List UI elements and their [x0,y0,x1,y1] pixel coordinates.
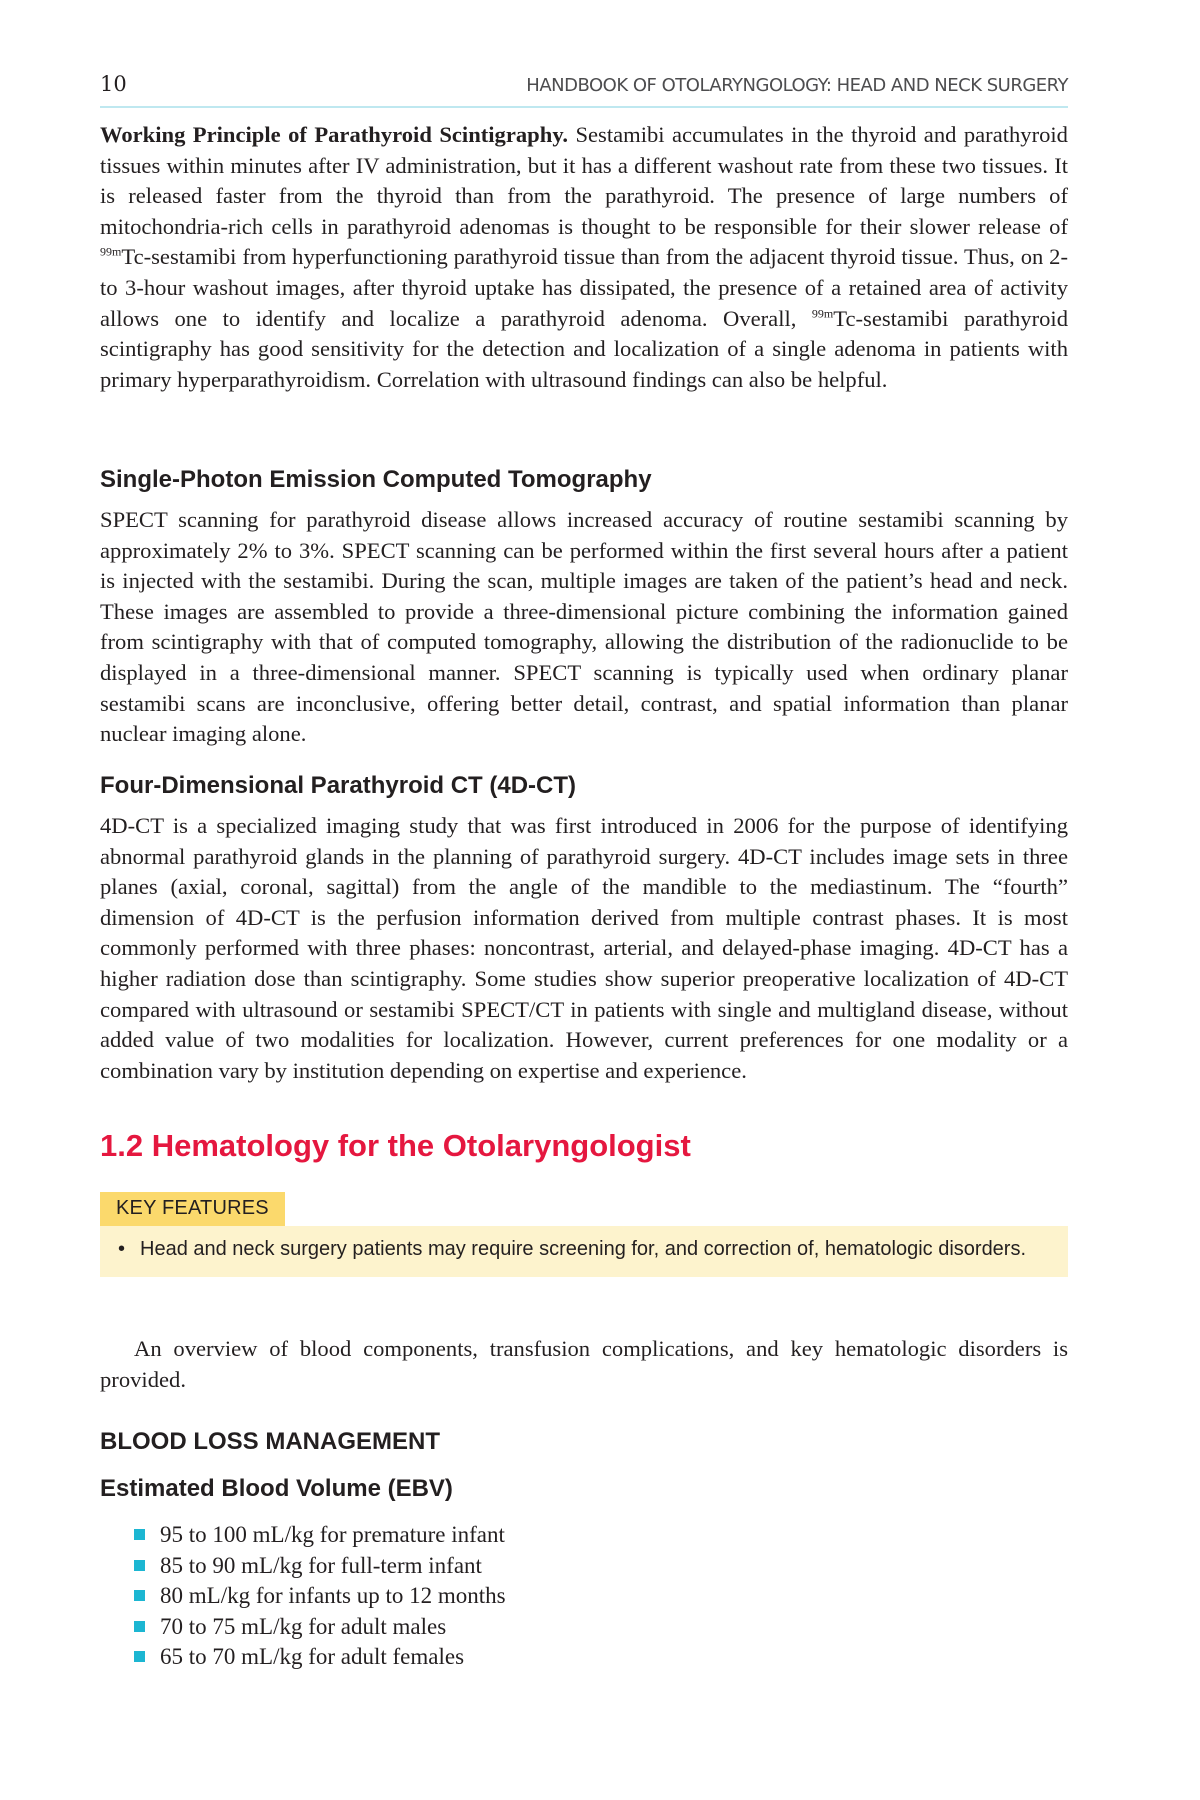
scintigraphy-text-2: Tc-sestamibi from hyperfunctioning parathyroid tissue than from the adjacent thyroid tissue. Thus, on 2- to 3-hour washout images, after thyroid uptake has dissipated, the presence of a retained area of activity allows one to identify and localize a parathyroid adenoma. Overall, [100,244,1068,331]
list-item-text: 65 to 70 mL/kg for adult females [160,1644,465,1669]
bullet-dot-icon: • [118,1238,126,1260]
list-item [100,1520,1068,1551]
ct4d-heading: Four-Dimensional Parathyroid CT (4D-CT) [100,772,577,799]
key-feature-text: Head and neck surgery patients may require screening for, and correction of, hematologic disorders. [140,1238,1027,1260]
list-item [100,1581,1068,1612]
ct4d-paragraph: 4D-CT is a specialized imaging study that was first introduced in 2006 for the purpose of identifying abnormal parathyroid glands in the planning of parathyroid surgery. 4D-CT includes image sets in three planes (axial, coronal, sagittal) from the angle of the mandible to the mediastinum. The “fourth” dimension of 4D-CT is the perfusion information derived from multiple contrast phases. It is most commonly performed with three phases: noncontrast, arterial, and delayed-phase imaging. 4D-CT has a higher radiation dose than scintigraphy. Some studies show superior preoperative localization of 4D-CT compared with ultrasound or sestamibi SPECT/CT in patients with single and multigland disease, without added value of two modalities for localization. However, current preferences for one modality or a combination vary by institution depending on expertise and experience. [100,813,1068,1083]
isotope-superscript: 99m [100,244,122,259]
list-item-text: 85 to 90 mL/kg for full-term infant [160,1552,482,1578]
list-item [100,1612,1068,1643]
blood-loss-heading: BLOOD LOSS MANAGEMENT [100,1428,440,1455]
list-item [100,1642,1068,1673]
book-title: HANDBOOK OF OTOLARYNGOLOGY: HEAD AND NECK SURGERY [526,75,1068,96]
square-bullet-icon [134,1560,145,1571]
square-bullet-icon [134,1651,145,1662]
spect-heading: Single-Photon Emission Computed Tomography [100,466,652,493]
scintigraphy-text-3: Tc-sestamibi parathyroid scintigraphy has good sensitivity for the detection and localization of a single adenoma in patients with primary hyperparathyroidism. Correlation with ultrasound findings can also be helpful. [100,305,1068,392]
key-feature-item [116,1236,1052,1263]
ebv-heading: Estimated Blood Volume (EBV) [100,1475,453,1502]
square-bullet-icon [134,1529,145,1540]
list-item-text: 95 to 100 mL/kg for premature infant [160,1522,505,1547]
key-features-panel [100,1192,1068,1277]
key-features-box [100,1226,1068,1277]
list-item-text: 80 mL/kg for infants up to 12 months [160,1583,506,1608]
list-item [100,1551,1068,1582]
spect-paragraph: SPECT scanning for parathyroid disease allows increased accuracy of routine sestamibi scanning by approximately 2% to 3%. SPECT scanning can be performed within the first several hours after a patient is injected with the sestamibi. During the scan, multiple images are taken of the patient’s head and neck. These images are assembled to provide a three-dimensional picture combining the information gained from scintigraphy with that of computed tomography, allowing the distribution of the radionuclide to be displayed in a three-dimensional manner. SPECT scanning is typically used when ordinary planar sestamibi scans are inconclusive, offering better detail, contrast, and spatial information than planar nuclear imaging alone. [100,507,1068,747]
square-bullet-icon [134,1621,145,1632]
key-features-label: KEY FEATURES [100,1192,285,1226]
square-bullet-icon [134,1590,145,1601]
scintigraphy-text-1: Sestamibi accumulates in the thyroid and parathyroid tissues within minutes after IV administration, but it has a different washout rate from these two tissues. It is released faster from the thyroid than from the parathyroid. The presence of large numbers of mitochondria-rich cells in parathyroid adenomas is thought to be responsible for their slower release of [100,122,1068,239]
ebv-list [100,1520,1068,1673]
list-item-text: 70 to 75 mL/kg for adult males [160,1613,447,1639]
isotope-superscript: 99m [811,306,834,321]
page-number: 10 [100,72,127,96]
hematology-intro: An overview of blood components, transfusion complications, and key hematologic disorders is provided. [100,1336,1068,1392]
scintigraphy-lead: Working Principle of Parathyroid Scintigraphy. [100,122,569,147]
section-title: 1.2 Hematology for the Otolaryngologist [100,1128,691,1163]
scintigraphy-paragraph [100,120,1068,395]
running-header [100,72,1068,108]
